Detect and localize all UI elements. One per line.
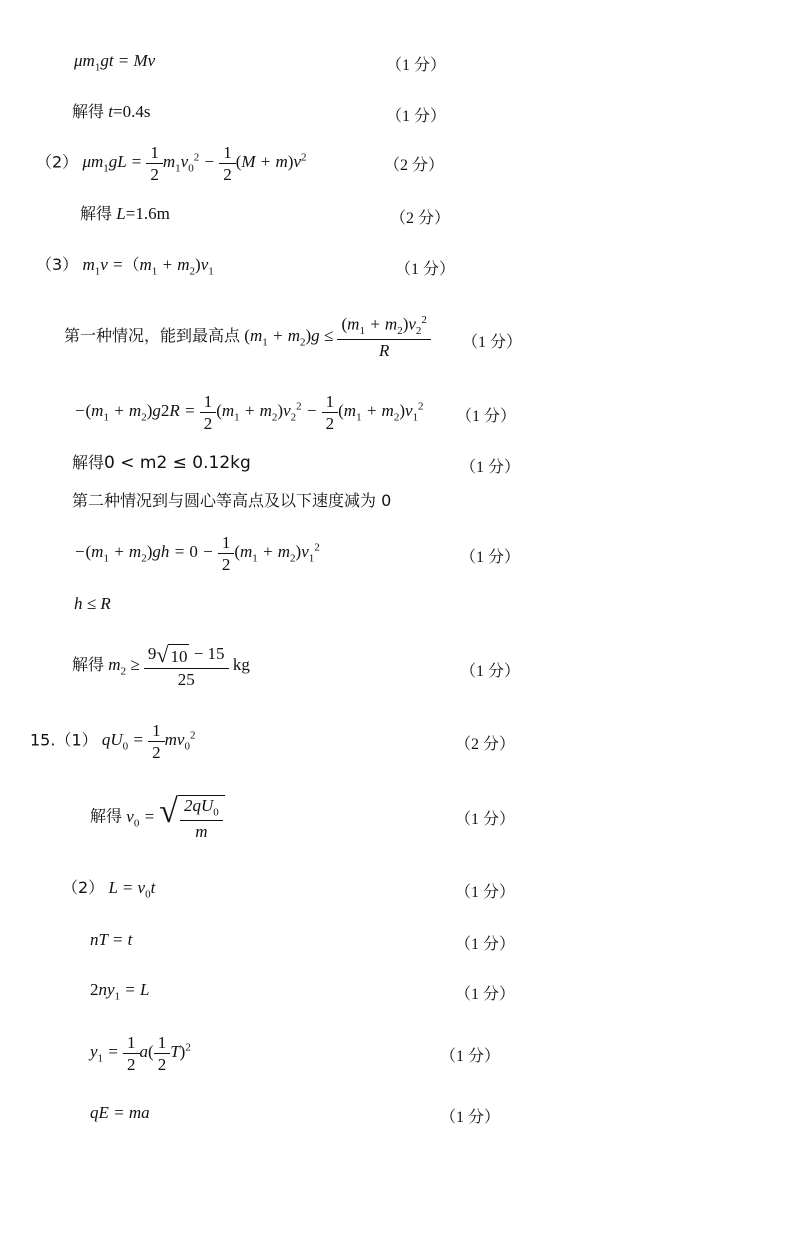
equation-collision: （3） $m_1v =(m_1 + m_2)v_1$ [36, 255, 214, 278]
points-12: （1 分） [460, 663, 521, 680]
points-6: （1 分） [462, 334, 523, 351]
equation-period: nT = t [90, 930, 133, 949]
equation-accel-voltage: 15.（1） $qU_0$ = $\frac{1}{2}$ $mv_0^2$ [30, 721, 196, 762]
solution-t: 解得 t=0.4s [72, 102, 151, 121]
equation-y1: $y_1$ = $\frac{1}{2}$ a( $\frac{1}{2}$ T)$^2$ [90, 1033, 191, 1074]
points-15: （1 分） [455, 884, 516, 901]
points-3: （2 分） [384, 157, 445, 174]
solution-m2-range: 解得0 < m2 ≤ 0.12kg [72, 453, 251, 473]
points-2: （1 分） [386, 108, 447, 125]
points-14: （1 分） [455, 811, 516, 828]
points-16: （1 分） [455, 936, 516, 953]
points-19: （1 分） [440, 1109, 501, 1126]
points-13: （2 分） [455, 736, 516, 753]
points-5: （1 分） [395, 261, 456, 278]
condition-h: h ≤ R [74, 594, 111, 613]
solution-m2-min: 解得 $m_2$ ≥ 9 √ 10 − 15 25 kg [72, 642, 250, 689]
condition-top-point: 第一种情况，能到最高点 $(m_1 + m_2)g$ ≤ $\frac{(m_1 + m_2)v_2^2}{R}$ [64, 315, 431, 359]
solution-L: 解得 L=1.6m [80, 204, 170, 223]
equation-displacement: $2ny_1 = L$ [90, 980, 150, 1003]
equation-energy-h: $-(m_1 + m_2)gh = 0$ − $\frac{1}{2}$ $(m_1 + m_2)v_1^2$ [74, 533, 320, 574]
equation-force: qE = ma [90, 1103, 150, 1122]
points-8: （1 分） [460, 459, 521, 476]
points-7: （1 分） [456, 408, 517, 425]
points-4: （2 分） [390, 210, 451, 227]
solution-v0: 解得 $v_0$ = √ $\frac{2qU_0}{m}$ [90, 795, 225, 840]
equation-energy-top: $-(m_1 + m_2)g2R$ = $\frac{1}{2}$ $(m_1 + m_2)v_2^2$ − $\frac{1}{2}$ $(m_1 + m_2)v_1^2$ [74, 392, 424, 433]
points-18: （1 分） [440, 1048, 501, 1065]
points-1: （1 分） [386, 57, 447, 74]
equation-momentum: $\mu m_1gt = Mv$ [74, 51, 156, 74]
equation-length: （2） $L = v_0t$ [62, 878, 156, 901]
points-17: （1 分） [455, 986, 516, 1003]
points-10: （1 分） [460, 549, 521, 566]
case-two-text: 第二种情况到与圆心等高点及以下速度减为 0 [72, 491, 392, 510]
equation-energy-L: （2） $\mu m_1gL$ = $\frac{1}{2}$ $m_1v_0^2$ − $\frac{1}{2}$ $(M + m)v^2$ [36, 143, 307, 184]
